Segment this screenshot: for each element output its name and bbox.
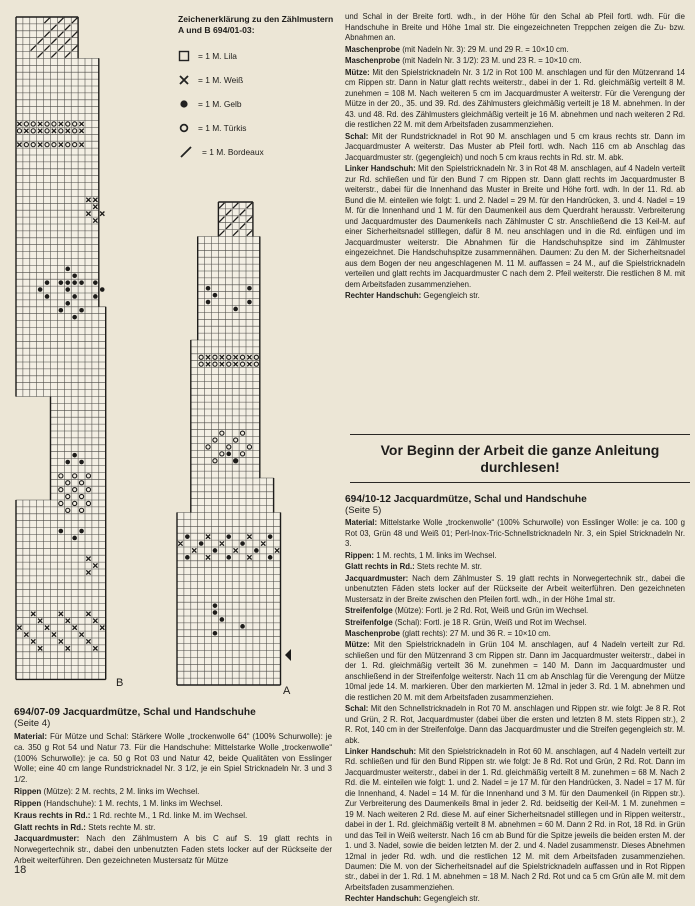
legend-label: = 1 M. Weiß — [198, 75, 244, 85]
paragraph-label: Maschenprobe — [345, 44, 401, 54]
legend-row-tuerkis — [178, 116, 338, 140]
paragraph — [14, 811, 332, 822]
paragraph — [345, 618, 685, 628]
paragraph-text: 1 Rd. rechte M., 1 Rd. linke M. im Wechsel. — [90, 810, 248, 820]
section-title: 694/07-09 Jacquardmütze, Schal und Handschuhe — [14, 707, 256, 718]
yellow-stitch-dot — [93, 294, 98, 299]
yellow-stitch-dot — [206, 300, 211, 305]
paragraph — [14, 834, 332, 867]
paragraph-label: Rippen — [14, 787, 42, 797]
paragraph — [345, 704, 685, 746]
yellow-stitch-dot — [45, 280, 50, 285]
yellow-stitch-dot — [185, 534, 190, 539]
paragraph — [345, 629, 685, 639]
yellow-stitch-dot — [226, 452, 231, 457]
slash-icon — [178, 146, 194, 158]
yellow-stitch-dot — [79, 460, 84, 465]
yellow-stitch-dot — [79, 308, 84, 313]
yellow-stitch-dot — [226, 555, 231, 560]
cross-icon — [178, 74, 190, 86]
yellow-stitch-dot — [59, 308, 64, 313]
legend-row-gelb — [178, 92, 338, 116]
paragraph — [345, 45, 685, 56]
paragraph-label: Jacquardmuster: — [14, 834, 80, 844]
paragraph-label: Material: — [14, 731, 48, 741]
paragraph — [345, 606, 685, 616]
paragraph — [345, 56, 685, 67]
paragraph-text: Gegengleich str. — [421, 894, 480, 904]
legend-title: Zeichenerklärung zu den Zählmustern A und B 694/01-03: — [178, 14, 334, 35]
divider-top — [350, 434, 690, 435]
yellow-stitch-dot — [254, 548, 259, 553]
paragraph-text: Gegengleich str. — [421, 291, 480, 300]
paragraph-label: Rechter Handschuh: — [345, 291, 422, 300]
yellow-stitch-dot — [72, 315, 77, 320]
legend-row-weiss — [178, 68, 338, 92]
section-694-10 — [345, 494, 685, 906]
paragraph-text: (Mütze): Fortl. je 2 Rd. Rot, Weiß und Grün im Wechsel. — [392, 606, 589, 616]
paragraph-text: Mit den Spielstricknadeln in Rot 60 M. anschlagen, auf 4 Nadeln verteilt zur Rd. schließen und für den Bund Rippen str. wie folgt: Je 8 Rd. Rot und Grün, 2 Rd. Rot. Dann im Jacquardmuster weiterstr., dabei in der 1. Rd. gleichmäßig verteilt 8 M. zunehmen = 68 M. Nach 2 Rd. die M. einteilen wie folgt: 1. und 2. Nadel = je 17 M. für den Handrücken, 3. Nadel = 17 M. für die Innenhand, 4. Nadel = 14 M. für die Innenhand und 3 M. für den Daumenkeil (in Rippen str.). Zur Verbreiterung des Daumenkeils 8mal in jeder 2. Rd. beidseitig der Keil-M. 1 M. zunehmen = 19 M. Nach weiteren 2 Rd. diese M. auf einer Sicherheitsnadel stilllegen und in Rippen weiterstr., dabei in der 1. Rd. gleichmäßig verteilt 8 M. abnehmen = 60 M. Dann 2 Rd. in Rot, 18 Rd. in Grün und das Teil in Weiß weiterstr. Nach 16 cm ab Bund für die Spitze jeweils die beiden ersten M. der 1. und 3. Nadel, sowie die beiden letzten M. der 2. und 4. Nadel zusammenstr. Dieses Abnehmen 12mal in jeder Rd. wdh. und die restlichen 12 M. mit dem Arbeitsfaden zusammenziehen. Daumen: Die M. von der Sicherheitsnadel auf die Spielstricknadeln auffassen und in Rot Rippen str., dabei in der 1. Rd. 1 M. abnehmen = 18 M. Nach 2 Rd. Rot und ca 5 cm Grün alle M. mit dem Arbeitsfaden zusammenziehen. — [345, 746, 685, 892]
paragraph-text: Für Mütze und Schal: Stärkere Wolle „trockenwolle 64“ (100% Schurwolle): je ca. 350 g Rot 54 und Natur 73. Für die Handschuhe: Mittelstarke Wolle „trockenwolle“ (100% Schurwolle): je ca. 50 g Rot 03 und Natur 42, beide Qualitäten von Esslinger Wolle; eine 40 cm lange Rundstricknadel Nr. 3 1/2, je ein Spiel Stricknadeln Nr. 3 und 3 1/2. — [14, 731, 332, 785]
section-subtitle: (Seite 5) — [345, 505, 382, 516]
yellow-stitch-dot — [213, 631, 218, 636]
legend-row-lila — [178, 44, 338, 68]
yellow-stitch-dot — [65, 280, 70, 285]
yellow-stitch-dot — [38, 287, 43, 292]
yellow-stitch-dot — [268, 534, 273, 539]
paragraph-label: Schal: — [345, 131, 369, 141]
yellow-stitch-dot — [240, 541, 245, 546]
yellow-stitch-dot — [213, 610, 218, 615]
legend — [178, 14, 338, 164]
yellow-stitch-dot — [59, 529, 64, 534]
paragraph-text: (mit Nadeln Nr. 3): 29 M. und 29 R. = 10×10 cm. — [400, 44, 569, 54]
yellow-stitch-dot — [72, 453, 77, 458]
paragraph-label: Maschenprobe — [345, 628, 401, 638]
yellow-stitch-dot — [72, 273, 77, 278]
paragraph — [345, 747, 685, 893]
chart-b-label: B — [116, 677, 124, 689]
arrow-pointer — [285, 649, 291, 661]
legend-label: = 1 M. Lila — [198, 51, 237, 61]
paragraph — [14, 799, 332, 810]
paragraph-label: Glatt rechts in Rd.: — [14, 822, 86, 832]
chart-a-grid — [177, 202, 281, 685]
yellow-stitch-dot — [93, 280, 98, 285]
dot-icon — [178, 98, 190, 110]
paragraph-text: Mit den Schnellstricknadeln in Rot 70 M. anschlagen und Rippen str. wie folgt: Je 8 R. Rot und Grün, 2 R. Rot, Jacquardmuster (dabei über die ersten und letzten 8 M. stets Rippen str.), 2 R. Rot, 140 cm in der Streifenfolge. Dann das Jacquardmuster und die Streifen gegengleich str. M. abk. — [345, 704, 685, 745]
paragraph-text: (mit Nadeln Nr. 3 1/2): 23 M. und 23 R. = 10×10 cm. — [400, 56, 582, 65]
headline: Vor Beginn der Arbeit die ganze Anleitung durchlesen! — [380, 442, 660, 475]
paragraph-label: Rippen — [14, 798, 42, 808]
paragraph — [345, 562, 685, 572]
paragraph-text: Mittelstarke Wolle „trockenwolle“ (100% Schurwolle) von Esslinger Wolle: je ca. 100 g Rot 03, Grün 48 und Weiß 01; Perl-Inox-Tric-Schnellstricknadeln Nr. 3, ein Spiel Stricknadeln Nr. 3. — [345, 518, 685, 549]
yellow-stitch-dot — [233, 307, 238, 312]
yellow-stitch-dot — [247, 286, 252, 291]
yellow-stitch-dot — [100, 287, 105, 292]
paragraph — [345, 291, 685, 302]
paragraph-text: (Mütze): 2 M. rechts, 2 M. links im Wechsel. — [41, 787, 200, 797]
yellow-stitch-dot — [220, 617, 225, 622]
paragraph — [345, 68, 685, 131]
paragraph-label: Streifenfolge — [345, 606, 393, 616]
middle-column — [345, 12, 685, 303]
yellow-stitch-dot — [45, 294, 50, 299]
yellow-stitch-dot — [65, 287, 70, 292]
yellow-stitch-dot — [213, 548, 218, 553]
yellow-stitch-dot — [206, 286, 211, 291]
paragraph-text: Nach dem Zählmuster S. 19 glatt rechts in Norwegertechnik str., dabei die unbenutzten Fäden stets locker auf der Rückseite der Arbeit weiterführen. Den gezeichneten Mustersatz in der Breite zwischen den Pfeilen fortl. wdh., in der Höhe 1mal str. — [345, 573, 685, 604]
paragraph-label: Rechter Handschuh: — [345, 894, 422, 904]
paragraph — [345, 640, 685, 703]
paragraph — [345, 164, 685, 290]
section-subtitle: (Seite 4) — [14, 718, 51, 729]
paragraph-text: 1 M. rechts, 1 M. links im Wechsel. — [374, 550, 497, 560]
paragraph — [345, 518, 685, 549]
yellow-stitch-dot — [65, 460, 70, 465]
yellow-stitch-dot — [213, 603, 218, 608]
paragraph-text: und Schal in der Breite fortl. wdh., in der Höhe für den Schal ab Pfeil fortl. wdh. Für die Handschuhe in Breite und Höhe 1mal str. Die eingezeichneten Treppchen zeigen die Zu- bzw. Abnahmen an. — [345, 12, 685, 42]
legend-label: = 1 M. Türkis — [198, 123, 247, 133]
paragraph — [345, 132, 685, 164]
paragraph-label: Kraus rechts in Rd.: — [14, 810, 91, 820]
paragraph-label: Rippen: — [345, 550, 375, 560]
paragraph-text: Nach den Zählmustern A bis C auf S. 19 glatt rechts in Norwegertechnik str., dabei den unbenutzten Faden stets locker auf der Rückseite der Arbeit weiterführen. Den gezeichneten Mustersatz für Mütze — [14, 834, 332, 866]
yellow-stitch-dot — [226, 534, 231, 539]
yellow-stitch-dot — [72, 294, 77, 299]
yellow-stitch-dot — [65, 267, 70, 272]
divider-bottom — [350, 482, 690, 483]
paragraph-text: Mit den Spielstricknadeln in Grün 104 M. anschlagen, auf 4 Nadeln verteilt zur Rd. schließen und für den Mützenrand 3 cm Rippen str. Dann im Jacquardmuster weiterstr., dabei in der 1. Rd. gleichmäßig verteilt 36 M. zunehmen = 140 M. Dann im Jacquardmuster und anschließend in der Streifenfolge weiterstr. Nach 11 cm ab Anschlag für die Verengung der Mütze 10mal jede 14. M. markieren. Über den markierten M. 12mal in jeder 3. Rd. 1 M. abnehmen und die restlichen 20 M. mit dem Arbeitsfaden zusammenziehen. — [345, 640, 685, 702]
ring-icon — [178, 122, 190, 134]
paragraph — [14, 787, 332, 798]
paragraph-label: Maschenprobe — [345, 56, 401, 65]
paragraph-label: Mütze: — [345, 640, 370, 650]
paragraph — [345, 551, 685, 561]
yellow-stitch-dot — [59, 280, 64, 285]
page-number: 18 — [14, 864, 27, 876]
chart-b-grid — [16, 17, 106, 679]
legend-row-bordeaux — [178, 140, 338, 164]
chart-a — [177, 202, 281, 685]
yellow-stitch-dot — [268, 555, 273, 560]
paragraph-label: Linker Handschuh: — [345, 746, 417, 756]
yellow-stitch-dot — [79, 280, 84, 285]
yellow-stitch-dot — [72, 536, 77, 541]
yellow-stitch-dot — [79, 529, 84, 534]
legend-label: = 1 M. Gelb — [198, 99, 242, 109]
paragraph-label: Schal: — [345, 704, 369, 714]
paragraph-label: Streifenfolge — [345, 617, 393, 627]
paragraph-label: Glatt rechts in Rd.: — [345, 562, 415, 572]
section-694-07 — [14, 707, 332, 868]
paragraph-text: Mit den Spielstricknadeln Nr. 3 1/2 in Rot 100 M. anschlagen und für den Mützenrand 14 cm Rippen str. Dann in Natur glatt rechts weiterstr., dabei in der 1. Rd. gleichmäßig verteilt 8 M. zunehmen = 108 M. Nach weiteren 5 cm im Jacquardmuster A weiterstr. Für die Verengung der Mütze in der 20., 35. und 39. Rd. des Zählmusters gleichmäßig verteilt je 18 M. abnehmen. In der 43. und 48. Rd. des Zählmusters gleichmäßig verteilt je 16 M. abnehmen und nach weiteren 2 Rd. die restlichen 22 M. mit dem Arbeitsfaden zusammenziehen. — [345, 67, 685, 129]
section-title: 694/10-12 Jacquardmütze, Schal und Handschuhe — [345, 494, 587, 505]
square-icon — [178, 50, 190, 62]
paragraph-text: (Handschuhe): 1 M. rechts, 1 M. links im Wechsel. — [41, 798, 223, 808]
yellow-stitch-dot — [240, 624, 245, 629]
yellow-stitch-dot — [65, 301, 70, 306]
yellow-stitch-dot — [213, 293, 218, 298]
paragraph-text: Stets rechte M. str. — [414, 562, 482, 572]
paragraph-label: Material: — [345, 518, 378, 528]
paragraph-text: (glatt rechts): 27 M. und 36 R. = 10×10 cm. — [400, 628, 551, 638]
paragraph-label: Jacquardmuster: — [345, 573, 409, 583]
paragraph — [345, 574, 685, 605]
paragraph — [345, 12, 685, 44]
yellow-stitch-dot — [72, 280, 77, 285]
paragraph-text: Mit den Spielstricknadeln Nr. 3 in Rot 48 M. anschlagen, auf 4 Nadeln verteilt zur Rd. schließen und für den Bund 7 cm Rippen str. Dann glatt rechts im Jacquardmuster B weiterstr., dabei für die Innenhand das Muster in Breite und Höhe fortl. wdh. In der 11. Rd. ab Bund die M. einteilen wie folgt: 1. und 2. Nadel = 29 M. für den Handrücken, 3. und 4. Nadel = 19 M. für die Innenhand und 1 M. für den Daumenkeil aus dem Querdraht herausstr. Verbreiterung und Jacquardmuster des Daumenkeils nach Zählmuster C str. Anschließend die 13 Keil-M. auf einer Sicherheitsnadel stilllegen, dafür 8 M. neu anschlagen und in die Rd. einfügen und im Jacquardmuster weiterstr. Die Abnahmen für die Handschuhspitze sind im Zählmuster eingezeichnet. Die Handschuhspitze zusammennähen. Daumen: Zu den M. der Sicherheitsnadel aus dem Bogen der neu angeschlagenen M. 11 M. auffassen = 24 M., auf die Spielstricknadeln verteilen und glatt rechts im Jacquardmuster C nach dem 2. Pfeil weiterstr. Die restlichen 8 M. mit dem Arbeitsfaden zusammenziehen. — [345, 164, 685, 289]
legend-label: = 1 M. Bordeaux — [202, 147, 264, 157]
yellow-stitch-dot — [185, 555, 190, 560]
paragraph-label: Mütze: — [345, 67, 370, 77]
paragraph — [14, 823, 332, 834]
paragraph-text: (Schal): Fortl. je 18 R. Grün, Weiß und Rot im Wechsel. — [392, 617, 587, 627]
paragraph-text: Stets rechte M. str. — [85, 822, 156, 832]
chart-b — [16, 17, 106, 679]
yellow-stitch-dot — [247, 300, 252, 305]
paragraph-text: Mit der Rundstricknadel in Rot 90 M. anschlagen und 5 cm kraus rechts str. Dann im Jacquardmuster A weiterstr. Das Muster ab Pfeil fortl. wdh. Nach 116 cm ab Anschlag das Jacquardmuster str. (gegengleich) und noch 5 cm kraus rechts in Rd. str. M. abk. — [345, 131, 685, 162]
yellow-stitch-dot — [199, 541, 204, 546]
paragraph-label: Linker Handschuh: — [345, 164, 416, 173]
chart-a-label: A — [283, 685, 291, 697]
paragraph — [14, 732, 332, 786]
